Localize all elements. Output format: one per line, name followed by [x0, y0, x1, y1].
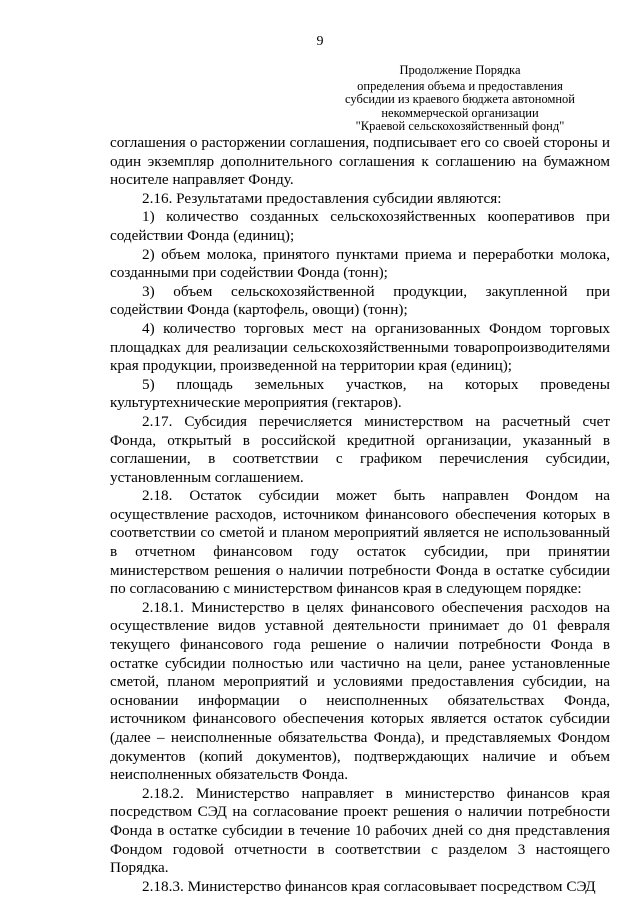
- running-header-line: "Краевой сельскохозяйственный фонд": [355, 118, 565, 133]
- list-item-4: 4) количество торговых мест на организованных Фондом торговых площадках для реализации сельскохозяйственными товаропроизводителями края продукции, произведенной на территории края (единиц);: [110, 319, 610, 375]
- running-header: [310, 64, 610, 133]
- list-item-1: 1) количество созданных сельскохозяйственных кооперативов при содействии Фонда (единиц);: [110, 208, 610, 244]
- list-item-5: 5) площадь земельных участков, на которых проведены культуртехнические мероприятия (гектаров).: [110, 375, 610, 412]
- list-item-3: 3) объем сельскохозяйственной продукции, закупленной при содействии Фонда (картофель, овощи) (тонн);: [110, 282, 610, 319]
- paragraph-continuation: соглашения о расторжении соглашения, подписывает его со своей стороны и один экземпляр дополнительного соглашения к соглашению на бумажном носителе направляет Фонду.: [110, 134, 610, 189]
- list-item-2: 2) объем молока, принятого пунктами приема и переработки молока, созданными при содействии Фонда (тонн);: [110, 245, 610, 282]
- paragraph-2-18-1: 2.18.1. Министерство в целях финансового обеспечения расходов на осуществление видов уставной деятельности принимает до 01 февраля текущего финансового года решение о наличии потребности Фонда в остатке субсидии полностью или частично на цели, ранее установленные сметой, планом мероприятий и условиями предоставления субсидии, на основании информации о неисполненных обязательствах Фонда, источником финансового обеспечения которых является остаток субсидии (далее – неисполненные обязательства Фонда), и представляемых Фондом документов (копий документов), подтверждающих наличие и объем неисполненных обязательств Фонда.: [110, 598, 610, 784]
- running-header-title: Продолжение Порядка: [399, 63, 521, 77]
- paragraph-2-18: 2.18. Остаток субсидии может быть направлен Фондом на осуществление расходов, источником финансового обеспечения которых в соответствии со сметой и планом мероприятий является не использованный в отчетном финансовом году остаток субсидии, при принятии министерством решения о наличии потребности Фонда в остатке субсидии по согласованию с министерством финансов края в следующем порядке:: [110, 487, 610, 598]
- paragraph-2-16: 2.16. Результатами предоставления субсидии являются:: [142, 189, 502, 207]
- paragraph-2-18-3: 2.18.3. Министерство финансов края согласовывает посредством СЭД: [142, 877, 596, 895]
- running-header-line: некоммерческой организации: [381, 105, 539, 120]
- body-text: [110, 134, 610, 896]
- paragraph-2-18-2: 2.18.2. Министерство направляет в министерство финансов края посредством СЭД на согласование проект решения о наличии потребности Фонда в остатке субсидии в течение 10 рабочих дней со дня представления Фондом годовой отчетности в соответствии с разделом 3 настоящего Порядка.: [110, 784, 610, 877]
- running-header-line: определения объема и предоставления: [357, 79, 563, 94]
- paragraph-2-17: 2.17. Субсидия перечисляется министерством на расчетный счет Фонда, открытый в российской кредитной организации, указанный в соглашении, в соответствии с графиком перечисления субсидии, установленным соглашением.: [110, 412, 610, 486]
- page-number: 9: [316, 34, 324, 49]
- running-header-line: субсидии из краевого бюджета автономной: [344, 92, 576, 107]
